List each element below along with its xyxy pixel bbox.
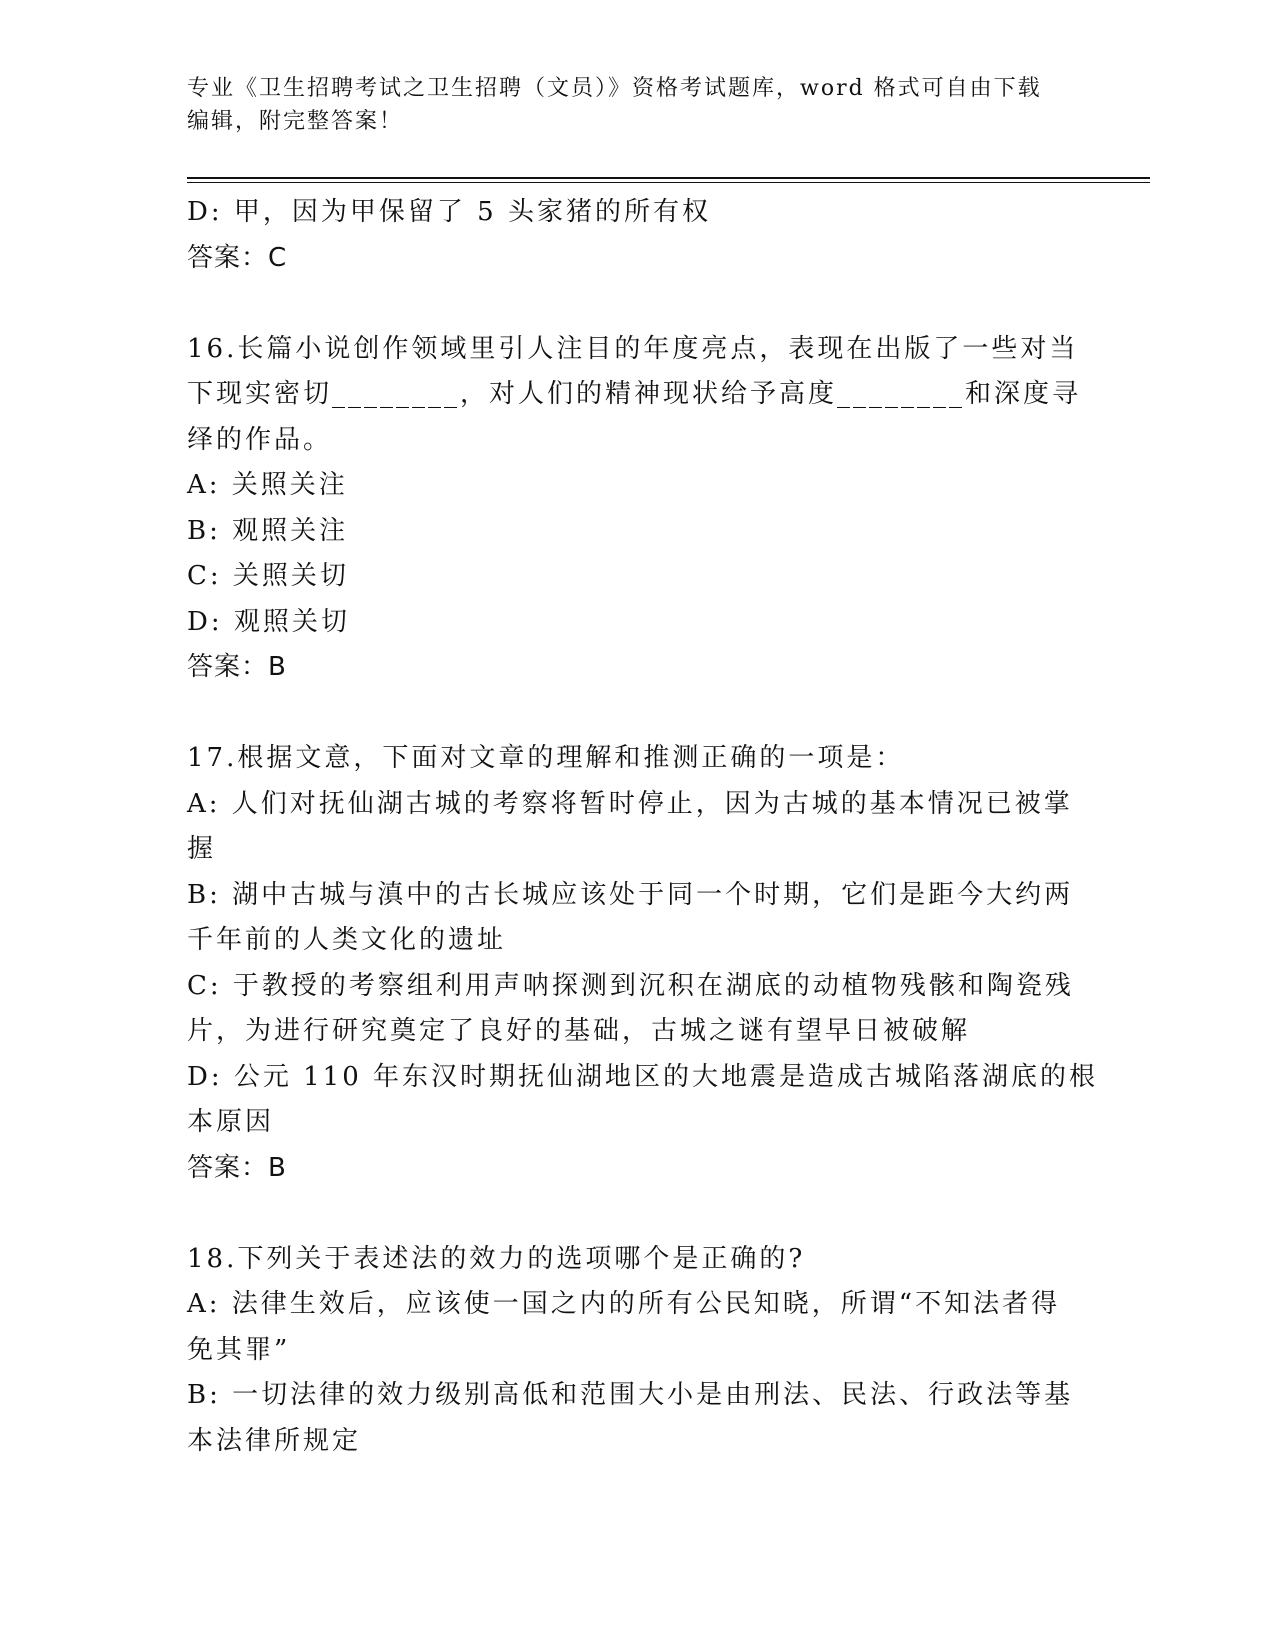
option-c-continued: 片，为进行研究奠定了良好的基础，古城之谜有望早日被破解 — [187, 1016, 971, 1046]
document-header — [187, 72, 1067, 138]
option-c: C: 于教授的考察组利用声呐探测到沉积在湖底的动植物残骸和陶瓷残 — [187, 970, 1074, 1001]
option-a: A: 法律生效后，应该使一国之内的所有公民知晓，所谓“不知法者得 — [187, 1289, 1061, 1319]
option-d: D: 公元 110 年东汉时期抚仙湖地区的大地震是造成古城陷落湖底的根 — [187, 1061, 1099, 1092]
header-divider-thin — [187, 182, 1150, 183]
question-18 — [187, 1237, 1087, 1465]
option-a: A: 人们对抚仙湖古城的考察将暂时停止，因为古城的基本情况已被掌 — [187, 788, 1073, 819]
spacer — [187, 691, 1087, 737]
option-d: D: 甲，因为甲保留了 5 头家猪的所有权 — [187, 197, 711, 227]
header-line-1: 专业《卫生招聘考试之卫生招聘（文员）》资格考试题库，word 格式可自由下载 — [187, 76, 1042, 101]
header-divider-thick — [187, 177, 1150, 179]
answer-line: 答案：B — [187, 652, 287, 682]
option-a: A: 关照关注 — [187, 470, 348, 500]
option-c: C: 关照关切 — [187, 561, 349, 591]
header-line-2: 编辑，附完整答案！ — [187, 109, 404, 134]
question-text-line: 18.下列关于表述法的效力的选项哪个是正确的? — [187, 1243, 806, 1274]
spacer — [187, 281, 1087, 327]
option-d-continued: 本原因 — [187, 1107, 275, 1137]
spacer — [187, 1191, 1087, 1237]
question-text-line: 下现实密切________，对人们的精神现状给予高度________和深度寻 — [187, 379, 1082, 409]
option-a-continued: 免其罪” — [187, 1334, 291, 1365]
option-b: B: 湖中古城与滇中的古长城应该处于同一个时期，它们是距今大约两 — [187, 879, 1074, 910]
option-b: B: 观照关注 — [187, 515, 349, 546]
answer-line: 答案：B — [187, 1152, 287, 1183]
option-b-continued: 千年前的人类文化的遗址 — [187, 925, 507, 955]
option-b: B: 一切法律的效力级别高低和范围大小是由刑法、民法、行政法等基 — [187, 1380, 1074, 1410]
option-b-continued: 本法律所规定 — [187, 1425, 362, 1456]
option-d: D: 观照关切 — [187, 606, 350, 637]
question-content — [187, 190, 1099, 1464]
question-15-tail — [187, 190, 1087, 281]
question-16 — [187, 327, 1087, 691]
answer-line: 答案：C — [187, 242, 288, 273]
question-17 — [187, 736, 1099, 1191]
question-text-line: 绎的作品。 — [187, 424, 333, 455]
option-a-continued: 握 — [187, 834, 217, 864]
question-text-line: 16.长篇小说创作领域里引人注目的年度亮点，表现在出版了一些对当 — [187, 333, 1079, 364]
question-text-line: 17.根据文意，下面对文章的理解和推测正确的一项是： — [187, 743, 905, 773]
